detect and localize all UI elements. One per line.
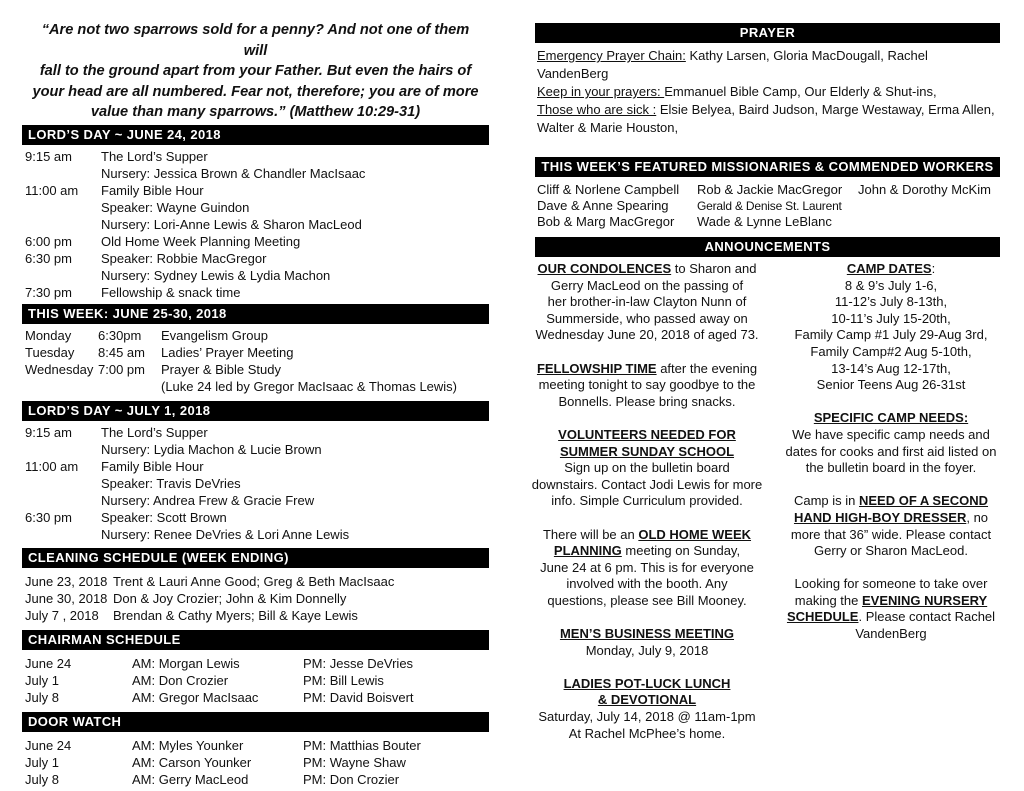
prayer-keep-label: Keep in your prayers: (537, 84, 665, 99)
dresser-block (785, 493, 997, 559)
missionaries-col-2 (697, 182, 858, 230)
week-day: Wednesday (25, 361, 94, 377)
dresser-title: NEED OF A SECOND (858, 493, 989, 509)
schedule-text: Speaker: Travis DeVries (101, 475, 241, 491)
week-row (25, 327, 489, 344)
schedule-time: 6:00 pm (25, 233, 72, 249)
announcements-heading: ANNOUNCEMENTS (535, 237, 1000, 257)
schedule-row (25, 216, 489, 233)
lords-day-1-heading: LORD’S DAY ~ JUNE 24, 2018 (22, 125, 489, 145)
nursery-block (785, 576, 997, 642)
week-time: 8:45 am (98, 344, 145, 360)
missionaries-col-3 (858, 182, 991, 230)
text-line: Monday, July 9, 2018 (585, 642, 709, 658)
schedule-text: Speaker: Wayne Guindon (101, 199, 250, 215)
schedule-row (25, 199, 489, 216)
chairman-date: July 8 (25, 689, 59, 705)
quote-line: “Are not two sparrows sold for a penny? And not one of them will (41, 22, 470, 59)
chairman-row (25, 689, 489, 706)
week-time: 7:00 pm (98, 361, 145, 377)
week-day: Monday (25, 327, 72, 343)
chairman-pm: PM: Bill Lewis (303, 672, 384, 688)
chairman-am: AM: Don Crozier (132, 672, 229, 688)
missionary-entry: Cliff & Norlene Campbell (537, 182, 680, 197)
announcements-body (531, 261, 1000, 742)
schedule-time (25, 216, 101, 233)
cleaning-date: June 30, 2018 (25, 590, 108, 606)
ladies-lunch-block (531, 676, 763, 742)
schedule-text: The Lord’s Supper (101, 424, 208, 440)
prayer-sick-continued: Walter & Marie Houston, (537, 120, 679, 135)
text-line: Gerry or Sharon MacLeod. (814, 543, 968, 559)
schedule-text: Family Bible Hour (101, 182, 204, 198)
old-home-week-block (531, 527, 763, 610)
schedule-text: Speaker: Robbie MacGregor (101, 250, 267, 266)
cleaning-heading: CLEANING SCHEDULE (WEEK ENDING) (22, 548, 489, 568)
schedule-row (25, 284, 489, 301)
volunteers-block (531, 427, 763, 510)
door-watch-row (25, 771, 489, 788)
camp-needs-block (785, 410, 997, 476)
chairman-row (25, 655, 489, 672)
text-line: the bulletin board in the foyer. (805, 460, 977, 476)
schedule-time (25, 475, 101, 492)
text-line: Sign up on the bulletin board (564, 460, 730, 476)
door-watch-heading: DOOR WATCH (22, 712, 489, 732)
missionaries-heading: THIS WEEK’S FEATURED MISSIONARIES & COMMENDED WORKERS (535, 157, 1000, 177)
chairman-am: AM: Morgan Lewis (132, 655, 240, 671)
cleaning-date: July 7 , 2018 (25, 607, 99, 623)
schedule-text: Fellowship & snack time (101, 284, 241, 300)
missionary-entry: Bob & Marg MacGregor (537, 214, 675, 229)
prayer-keep-line (537, 83, 1000, 101)
schedule-text: Nursery: Jessica Brown & Chandler MacIsaac (101, 165, 366, 181)
chairman-pm: PM: Jesse DeVries (303, 655, 414, 671)
chairman-heading: CHAIRMAN SCHEDULE (22, 630, 489, 650)
schedule-time (25, 267, 101, 284)
text-line: Family Camp #1 July 29-Aug 3rd, (794, 327, 988, 343)
schedule-time: 6:30 pm (25, 509, 72, 525)
cleaning-row (25, 590, 489, 607)
text-line: There will be an (542, 526, 639, 542)
text-line: her brother-in-law Clayton Nunn of (547, 294, 747, 310)
text-line: June 24 at 6 pm. This is for everyone (540, 559, 754, 575)
schedule-row (25, 165, 489, 182)
schedule-time: 7:30 pm (25, 284, 72, 300)
door-watch-row (25, 737, 489, 754)
missionary-entry: Rob & Jackie MacGregor (697, 182, 843, 197)
quote-line: your head are all numbered. Fear not, therefore; you are of more (32, 83, 479, 100)
prayer-heading: PRAYER (535, 23, 1000, 43)
text-line: questions, please see Bill Mooney. (547, 592, 747, 608)
text-line: Gerry MacLeod on the passing of (550, 277, 744, 293)
schedule-row (25, 148, 489, 165)
mens-meeting-title: MEN’S BUSINESS MEETING (559, 626, 735, 642)
schedule-time (25, 526, 101, 543)
missionary-entry: Dave & Anne Spearing (537, 198, 669, 213)
schedule-row (25, 475, 489, 492)
door-watch-date: July 8 (25, 771, 59, 787)
door-watch-am: AM: Carson Younker (132, 754, 252, 770)
lords-day-2-schedule (25, 424, 489, 543)
text-line: 11-12’s July 8-13th, (834, 294, 948, 310)
dresser-title-cont: HAND HIGH-BOY DRESSER (793, 509, 967, 525)
old-home-week-title-cont: PLANNING (553, 543, 622, 559)
schedule-time (25, 492, 101, 509)
left-column (22, 0, 489, 788)
nursery-title: EVENING NURSERY (861, 592, 988, 608)
schedule-row (25, 526, 489, 543)
announcements-col-2 (785, 261, 997, 742)
prayer-sick-line (537, 101, 1000, 119)
schedule-text: Nursery: Andrea Frew & Gracie Frew (101, 492, 315, 508)
week-row (25, 344, 489, 361)
schedule-time (25, 441, 101, 458)
announcements-col-1 (531, 261, 763, 742)
chairman-date: July 1 (25, 672, 59, 688)
text-line: Senior Teens Aug 26-31st (816, 377, 966, 393)
schedule-time: 6:30 pm (25, 250, 72, 266)
missionary-entry: John & Dorothy McKim (858, 182, 991, 197)
quote-line: value than many sparrows.” (Matthew 10:29-31) (90, 104, 421, 120)
text-line: , no (966, 509, 989, 525)
ladies-lunch-subtitle: & DEVOTIONAL (597, 692, 697, 708)
schedule-row (25, 267, 489, 284)
schedule-row (25, 233, 489, 250)
prayer-sick-label: Those who are sick : (537, 102, 657, 117)
prayer-chain-label: Emergency Prayer Chain: (537, 48, 686, 63)
schedule-row (25, 424, 489, 441)
cleaning-row (25, 573, 489, 590)
fellowship-block (531, 361, 763, 411)
schedule-text: Nursery: Lydia Machon & Lucie Brown (101, 441, 322, 457)
schedule-time (25, 165, 101, 182)
text-line: 10-11’s July 15-20th, (831, 310, 951, 326)
text-line: 8 & 9’s July 1-6, (844, 277, 938, 293)
chairman-pm: PM: David Boisvert (303, 689, 414, 705)
week-time: 6:30pm (98, 327, 142, 343)
camp-dates-block (785, 261, 997, 394)
text-line: downstairs. Contact Jodi Lewis for more (531, 476, 763, 492)
text-line: Bonnells. Please bring snacks. (558, 393, 736, 409)
chairman-schedule (25, 655, 489, 706)
schedule-time: 11:00 am (25, 182, 79, 198)
text-line: making the (794, 592, 862, 608)
schedule-text: Speaker: Scott Brown (101, 509, 227, 525)
text-line: involved with the booth. Any (566, 576, 728, 592)
schedule-text: Nursery: Sydney Lewis & Lydia Machon (101, 267, 331, 283)
volunteers-title: VOLUNTEERS NEEDED FOR (558, 426, 736, 442)
cleaning-row (25, 607, 489, 624)
schedule-row (25, 182, 489, 199)
this-week-heading: THIS WEEK: JUNE 25-30, 2018 (22, 304, 489, 324)
door-watch-am: AM: Myles Younker (132, 737, 244, 753)
door-watch-date: July 1 (25, 754, 59, 770)
door-watch-date: June 24 (25, 737, 72, 753)
missionary-entry: Wade & Lynne LeBlanc (697, 214, 832, 229)
text-line: 13-14’s Aug 12-17th, (831, 360, 951, 376)
schedule-row (25, 458, 489, 475)
door-watch-schedule (25, 737, 489, 788)
fellowship-title: FELLOWSHIP TIME (536, 360, 657, 376)
schedule-row (25, 492, 489, 509)
week-day: Tuesday (25, 344, 75, 360)
cleaning-names: Brendan & Cathy Myers; Bill & Kaye Lewis (113, 607, 358, 623)
door-watch-pm: PM: Don Crozier (303, 771, 400, 787)
text-line: after the evening (656, 360, 758, 376)
text-line: Wednesday June 20, 2018 of aged 73. (535, 327, 759, 343)
text-line: . Please contact Rachel (858, 609, 996, 625)
camp-needs-title: SPECIFIC CAMP NEEDS: (813, 410, 969, 426)
door-watch-row (25, 754, 489, 771)
schedule-text: The Lord’s Supper (101, 148, 208, 164)
old-home-week-title: OLD HOME WEEK (638, 526, 752, 542)
schedule-text: Nursery: Renee DeVries & Lori Anne Lewis (101, 526, 350, 542)
text-line: info. Simple Curriculum provided. (551, 493, 743, 509)
door-watch-pm: PM: Matthias Bouter (303, 737, 421, 753)
week-day (25, 378, 98, 395)
text-line: Looking for someone to take over (794, 576, 988, 592)
missionaries-list (537, 182, 1000, 230)
schedule-row (25, 250, 489, 267)
text-line: Camp is in (793, 493, 859, 509)
missionaries-col-1 (537, 182, 697, 230)
cleaning-names: Trent & Lauri Anne Good; Greg & Beth MacIsaac (113, 573, 395, 589)
lords-day-2-heading: LORD’S DAY ~ JULY 1, 2018 (22, 401, 489, 421)
text-line: more that 36” wide. Please contact (790, 526, 992, 542)
text-line: VandenBerg (855, 626, 927, 642)
door-watch-am: AM: Gerry MacLeod (132, 771, 249, 787)
text-line: We have specific camp needs and (792, 426, 990, 442)
schedule-time: 11:00 am (25, 458, 79, 474)
prayer-keep-names: Emmanuel Bible Camp, Our Elderly & Shut-ins, (664, 84, 937, 99)
week-time (98, 378, 161, 395)
schedule-time: 9:15 am (25, 148, 72, 164)
text-line: Saturday, July 14, 2018 @ 11am-1pm (538, 709, 756, 725)
lords-day-1-schedule (25, 148, 489, 301)
cleaning-schedule (25, 573, 489, 624)
prayer-chain-line (537, 47, 1000, 83)
condolences-block (531, 261, 763, 344)
schedule-text: Nursery: Lori-Anne Lewis & Sharon MacLeod (101, 216, 362, 232)
text-line: meeting tonight to say goodbye to the (538, 377, 756, 393)
prayer-section (537, 47, 1000, 137)
camp-dates-title: CAMP DATES (846, 261, 932, 276)
volunteers-subtitle: SUMMER SUNDAY SCHOOL (559, 443, 735, 459)
schedule-row (25, 509, 489, 526)
prayer-chain-names: Kathy Larsen, Gloria MacDougall, Rachel VandenBerg (537, 48, 928, 81)
text-line: Summerside, who passed away on (546, 310, 748, 326)
schedule-time (25, 199, 101, 216)
week-event: Evangelism Group (161, 327, 268, 343)
chairman-am: AM: Gregor MacIsaac (132, 689, 259, 705)
ladies-lunch-title: LADIES POT-LUCK LUNCH (563, 675, 731, 691)
text-line: to Sharon and (671, 261, 757, 276)
missionary-entry: Gerald & Denise St. Laurent (697, 199, 842, 213)
week-row (25, 378, 489, 395)
scripture-quote (30, 20, 481, 123)
quote-line: fall to the ground apart from your Father. But even the hairs of (39, 63, 472, 79)
text-line: Family Camp#2 Aug 5-10th, (810, 343, 972, 359)
schedule-row (25, 441, 489, 458)
schedule-text: Family Bible Hour (101, 458, 204, 474)
text-line: At Rachel McPhee’s home. (568, 725, 726, 741)
schedule-time: 9:15 am (25, 424, 72, 440)
door-watch-pm: PM: Wayne Shaw (303, 754, 406, 770)
week-event: Ladies’ Prayer Meeting (161, 344, 294, 360)
prayer-sick-names: Elsie Belyea, Baird Judson, Marge Westaway, Erma Allen, (656, 102, 995, 117)
cleaning-date: June 23, 2018 (25, 573, 108, 589)
week-row (25, 361, 489, 378)
this-week-schedule (25, 327, 489, 395)
right-column (531, 0, 1000, 742)
schedule-text: Old Home Week Planning Meeting (101, 233, 301, 249)
condolences-title: OUR CONDOLENCES (537, 261, 672, 276)
chairman-row (25, 672, 489, 689)
text-line: dates for cooks and first aid listed on (785, 443, 997, 459)
cleaning-names: Don & Joy Crozier; John & Kim Donnelly (113, 590, 347, 606)
week-event: (Luke 24 led by Gregor MacIsaac & Thomas Lewis) (161, 378, 458, 394)
mens-meeting-block (531, 626, 763, 659)
nursery-title-cont: SCHEDULE (786, 609, 859, 625)
chairman-date: June 24 (25, 655, 72, 671)
text-line: meeting on Sunday, (621, 543, 741, 559)
week-event: Prayer & Bible Study (161, 361, 281, 377)
text-line: : (931, 261, 936, 276)
